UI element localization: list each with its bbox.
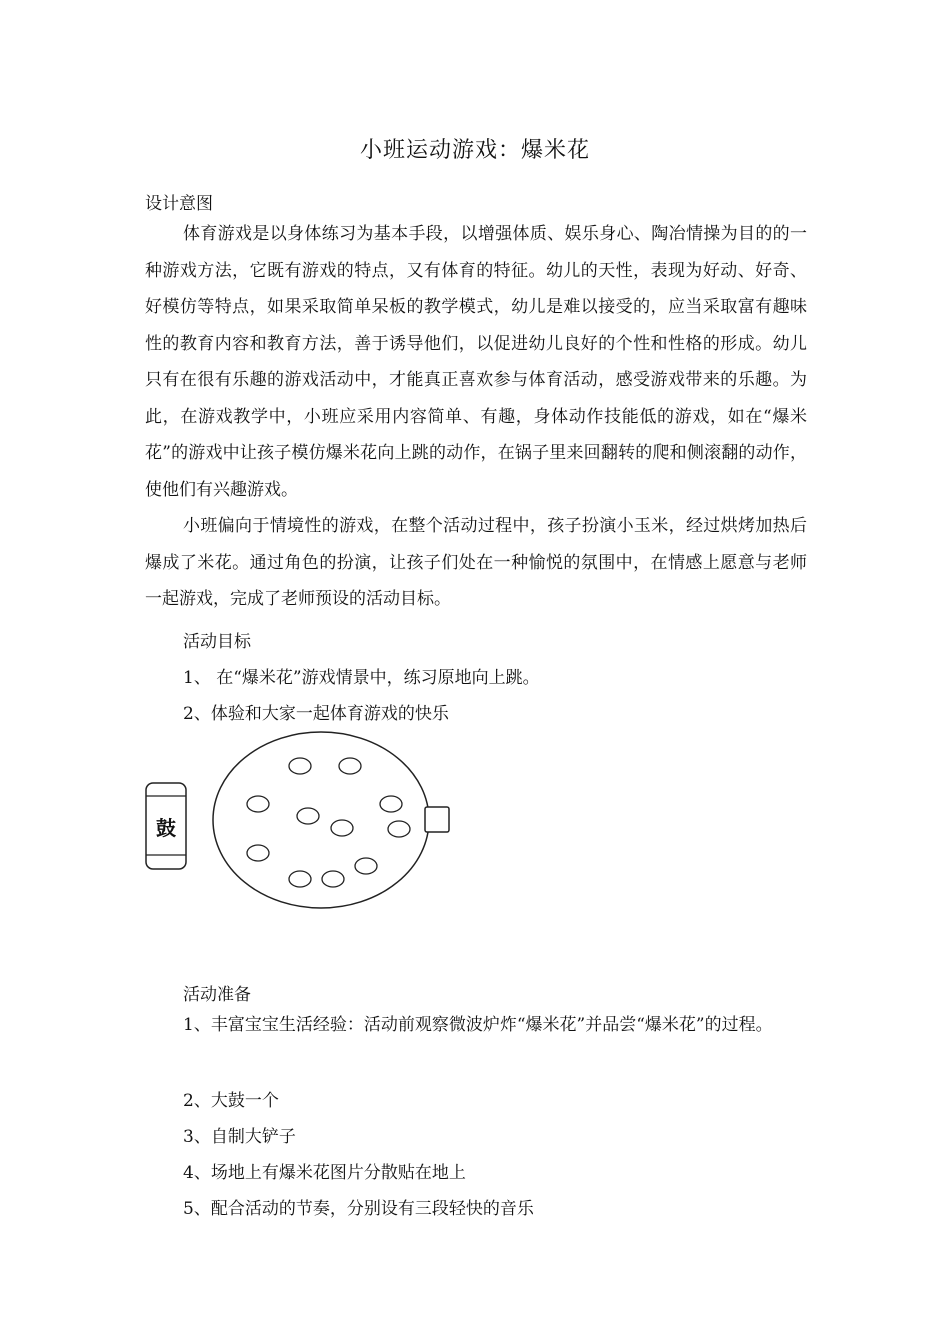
page-title: 小班运动游戏：爆米花 — [359, 138, 590, 163]
kernel — [331, 820, 353, 836]
drum-label: 鼓 — [156, 816, 176, 840]
design-heading: 设计意图 — [145, 194, 213, 214]
kernel — [247, 845, 269, 861]
prep-heading: 活动准备 — [183, 985, 251, 1005]
pot-handle — [425, 807, 449, 832]
goal-item-1: 1、 在“爆米花”游戏情景中，练习原地向上跳。 — [183, 668, 540, 688]
prep-item-2: 2、大鼓一个 — [183, 1091, 279, 1111]
kernel — [380, 796, 402, 812]
design-paragraph-1: 体育游戏是以身体练习为基本手段，以增强体质、娱乐身心、陶冶情操为目的的一种游戏方法，它既有游戏的特点，又有体育的特征。幼儿的天性，表现为好动、好奇、好模仿等特点，如果采取简单呆板的教学模式，幼儿是难以接受的，应当采取富有趣味性的教育内容和教育方法，善于诱导他们，以促进幼儿良好的个性和性格的形成。幼儿只有在很有乐趣的游戏活动中，才能真正喜欢参与体育活动，感受游戏带来的乐趣。为此，在游戏教学中，小班应采用内容简单、有趣，身体动作技能低的游戏，如在“爆米花”的游戏中让孩子模仿爆米花向上跳的动作，在锅子里来回翻转的爬和侧滚翻的动作，使他们有兴趣游戏。 — [145, 224, 807, 500]
prep-item-1 — [145, 1007, 807, 1044]
pot — [213, 732, 429, 908]
goal-item-2: 2、体验和大家一起体育游戏的快乐 — [183, 704, 449, 724]
prep-item-1-text: 1、丰富宝宝生活经验：活动前观察微波炉炸“爆米花”并品尝“爆米花”的过程。 — [183, 1015, 773, 1035]
prep-item-5: 5、配合活动的节奏，分别设有三段轻快的音乐 — [183, 1199, 534, 1219]
goals-heading: 活动目标 — [183, 632, 251, 652]
kernel — [355, 858, 377, 874]
kernel — [247, 796, 269, 812]
prep-item-3: 3、自制大铲子 — [183, 1127, 296, 1147]
prep-item-4: 4、场地上有爆米花图片分散贴在地上 — [183, 1163, 466, 1183]
kernel — [339, 758, 361, 774]
game-field-diagram — [140, 725, 460, 915]
kernel — [289, 871, 311, 887]
kernel — [322, 871, 344, 887]
design-paragraph-2: 小班偏向于情境性的游戏，在整个活动过程中，孩子扮演小玉米，经过烘烤加热后爆成了米花。通过角色的扮演，让孩子们处在一种愉悦的氛围中，在情感上愿意与老师一起游戏，完成了老师预设的活动目标。 — [145, 516, 807, 609]
kernel — [289, 758, 311, 774]
kernel — [297, 808, 319, 824]
kernel — [388, 821, 410, 837]
design-paragraphs — [145, 216, 807, 618]
